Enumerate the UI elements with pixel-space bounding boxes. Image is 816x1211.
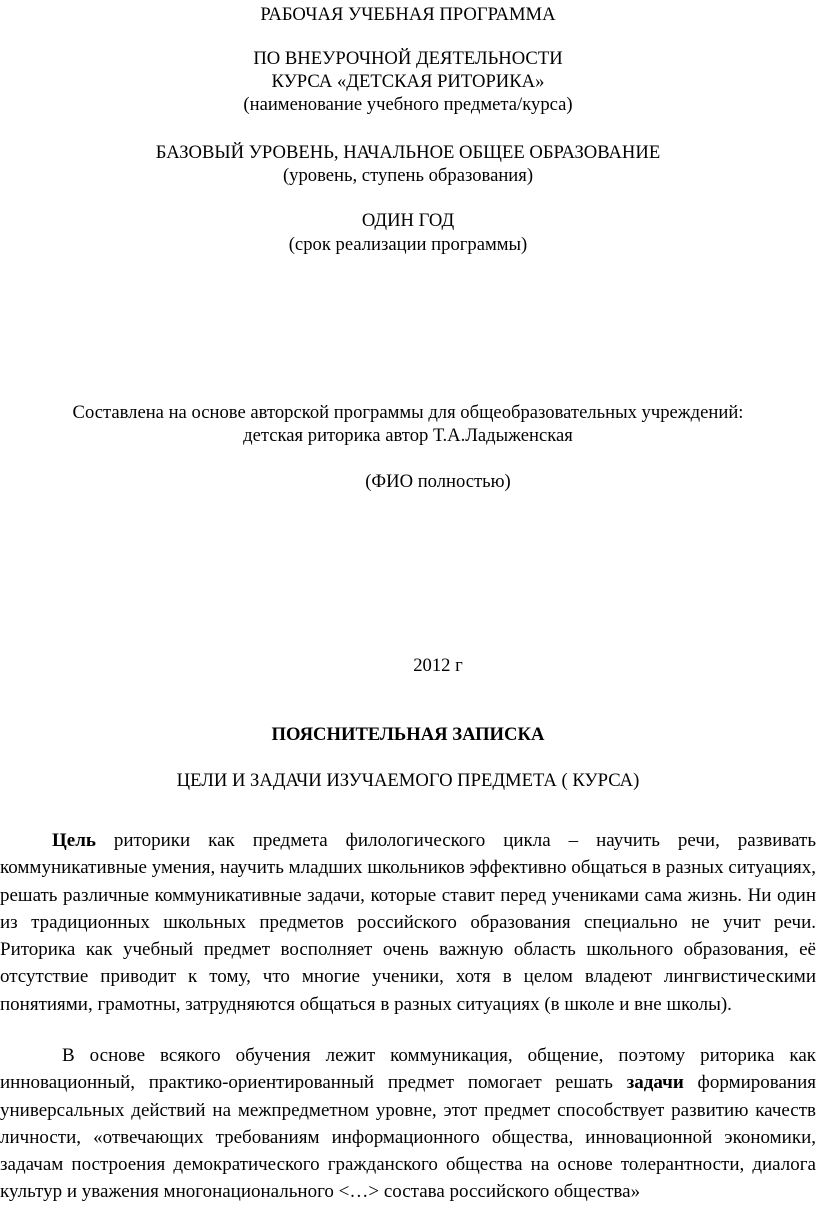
basis-line-1: Составлена на основе авторской программы для общеобразовательных учреждений: (72, 402, 744, 423)
section-heading: ПОЯСНИТЕЛЬНАЯ ЗАПИСКА (271, 724, 545, 745)
paragraph-tasks (0, 1042, 816, 1206)
course-caption: (наименование учебного предмета/курса) (243, 94, 573, 115)
term-line: ОДИН ГОД (361, 210, 455, 231)
activity-line: ПО ВНЕУРОЧНОЙ ДЕЯТЕЛЬНОСТИ (253, 48, 563, 69)
program-title: РАБОЧАЯ УЧЕБНАЯ ПРОГРАММА (260, 4, 556, 25)
basis-line-2: детская риторика автор Т.А.Ладыженская (243, 425, 573, 446)
tasks-bold: задачи (626, 1072, 684, 1094)
level-caption: (уровень, ступень образования) (282, 165, 534, 186)
goal-lead: Цель (52, 830, 96, 851)
goal-text: риторики как предмета филологического цикла – научить речи, развивать коммуникативные умения, научить младших школьников эффективно общаться в разных ситуациях, решать различные коммуникативные задачи, которые ставит перед учениками сама жизнь. Ни один из традиционных школьных предметов российского образования специально не учит речи. Риторика как учебный предмет восполняет очень важную область школьного образования, её отсутствие приводит к тому, что многие ученики, хотя в целом владеют лингвистическими понятиями, грамотны, затрудняются общаться в разных ситуациях (в школе и вне школы). (0, 830, 816, 1015)
course-line: КУРСА «ДЕТСКАЯ РИТОРИКА» (271, 71, 545, 92)
year-label: 2012 г (413, 655, 463, 676)
section-subheading: ЦЕЛИ И ЗАДАЧИ ИЗУЧАЕМОГО ПРЕДМЕТА ( КУРСА) (176, 770, 640, 791)
paragraph-goal (0, 827, 816, 1018)
tasks-text-after: формирования универсальных действий на межпредметном уровне, этот предмет способствует развитию качеств личности, «отвечающих требованиям информационного общества, инновационной экономики, задачам построения демократического гражданского общества на основе толерантности, диалога культур и уважения многонационального <…> состава российского общества» (0, 1072, 816, 1203)
level-line: БАЗОВЫЙ УРОВЕНЬ, НАЧАЛЬНОЕ ОБЩЕЕ ОБРАЗОВАНИЕ (155, 142, 661, 163)
term-caption: (срок реализации программы) (288, 234, 528, 255)
fio-caption: (ФИО полностью) (365, 471, 511, 492)
tasks-text-before: В основе всякого обучения лежит коммуникация, общение, поэтому риторика как инновационный, практико-ориентированный предмет помогает решать (0, 1045, 816, 1094)
